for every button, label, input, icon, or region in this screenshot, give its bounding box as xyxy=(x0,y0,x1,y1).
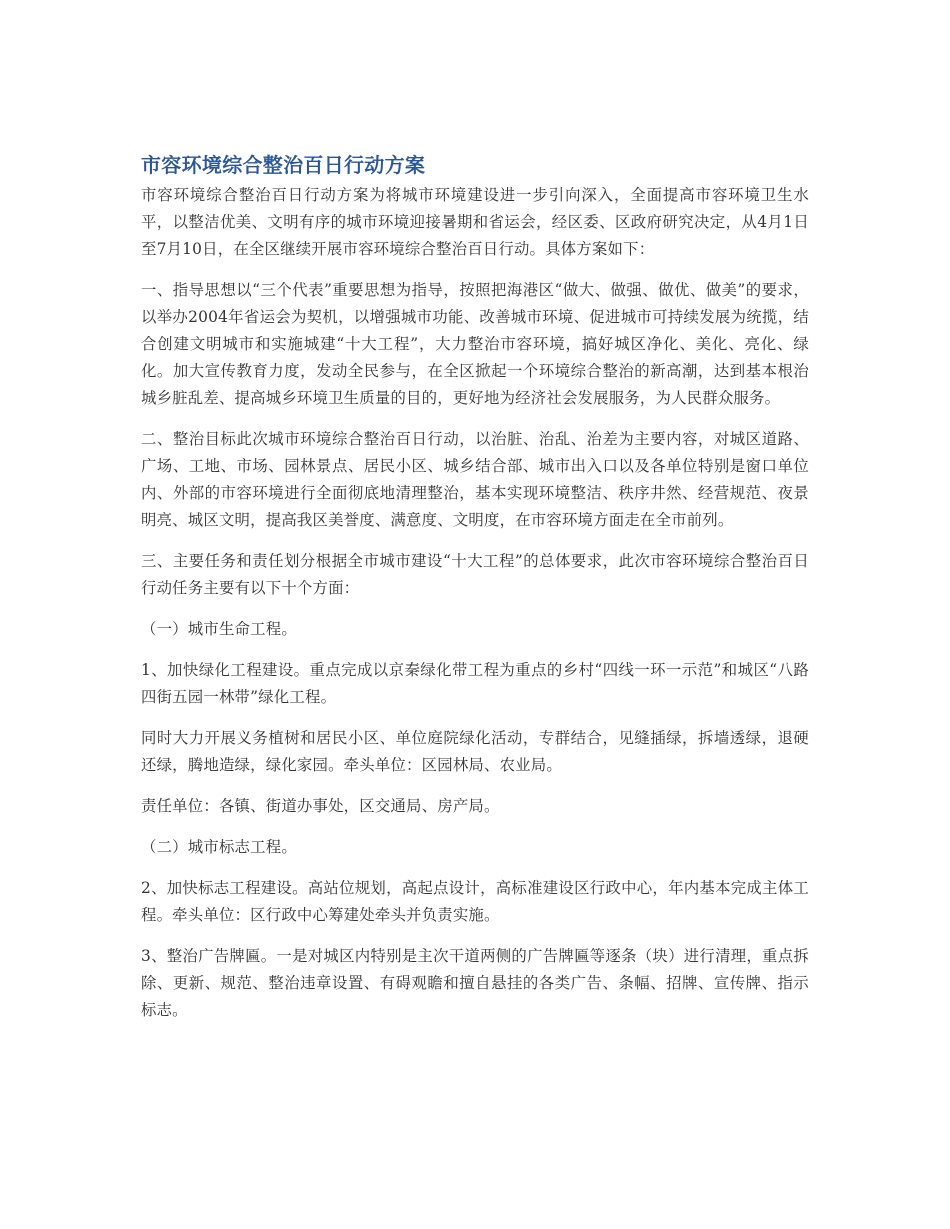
document-page xyxy=(141,150,809,1038)
paragraph-goals: 二、整治目标此次城市环境综合整治百日行动，以治脏、治乱、治差为主要内容，对城区道路、广场、工地、市场、园林景点、居民小区、城乡结合部、城市出入口以及各单位特别是窗口单位内、外部的市容环境进行全面彻底地清理整治，基本实现环境整洁、秩序井然、经营规范、夜景明亮、城区文明，提高我区美誉度、满意度、文明度，在市容环境方面走在全市前列。 xyxy=(141,430,809,529)
paragraph-responsible-units: 责任单位：各镇、街道办事处，区交通局、房产局。 xyxy=(141,797,500,815)
section-heading-life-project: （一）城市生命工程。 xyxy=(141,620,297,638)
paragraph-tasks: 三、主要任务和责任划分根据全市城市建设“十大工程”的总体要求，此次市容环境综合整治百日行动任务主要有以下十个方面： xyxy=(141,552,809,597)
paragraph-intro: 市容环境综合整治百日行动方案为将城市环境建设进一步引向深入，全面提高市容环境卫生水平，以整洁优美、文明有序的城市环境迎接暑期和省运会，经区委、区政府研究决定，从4月1日至7月10日，在全区继续开展市容环境综合整治百日行动。具体方案如下： xyxy=(141,186,809,258)
section-heading-landmark-project: （二）城市标志工程。 xyxy=(141,838,297,856)
paragraph-landmark-construction: 2、加快标志工程建设。高站位规划，高起点设计，高标准建设区行政中心，年内基本完成主体工程。牵头单位：区行政中心筹建处牵头并负责实施。 xyxy=(141,879,809,924)
paragraph-greening: 1、加快绿化工程建设。重点完成以京秦绿化带工程为重点的乡村“四线一环一示范”和城区“八路四街五园一林带”绿化工程。 xyxy=(141,661,809,706)
paragraph-tree-planting: 同时大力开展义务植树和居民小区、单位庭院绿化活动，专群结合，见缝插绿，拆墙透绿，退硬还绿，腾地造绿，绿化家园。牵头单位：区园林局、农业局。 xyxy=(141,729,809,774)
paragraph-billboards: 3、整治广告牌匾。一是对城区内特别是主次干道两侧的广告牌匾等逐条（块）进行清理，重点拆除、更新、规范、整治违章设置、有碍观瞻和擅自悬挂的各类广告、条幅、招牌、宣传牌、指示标志。 xyxy=(141,947,809,1019)
paragraph-guiding-ideology: 一、指导思想以“三个代表”重要思想为指导，按照把海港区“做大、做强、做优、做美”的要求，以举办2004年省运会为契机，以增强城市功能、改善城市环境、促进城市可持续发展为统揽，结合创建文明城市和实施城建“十大工程”，大力整治市容环境，搞好城区净化、美化、亮化、绿化。加大宣传教育力度，发动全民参与，在全区掀起一个环境综合整治的新高潮，达到基本根治城乡脏乱差、提高城乡环境卫生质量的目的，更好地为经济社会发展服务，为人民群众服务。 xyxy=(141,281,809,407)
document-title: 市容环境综合整治百日行动方案 xyxy=(141,153,426,177)
